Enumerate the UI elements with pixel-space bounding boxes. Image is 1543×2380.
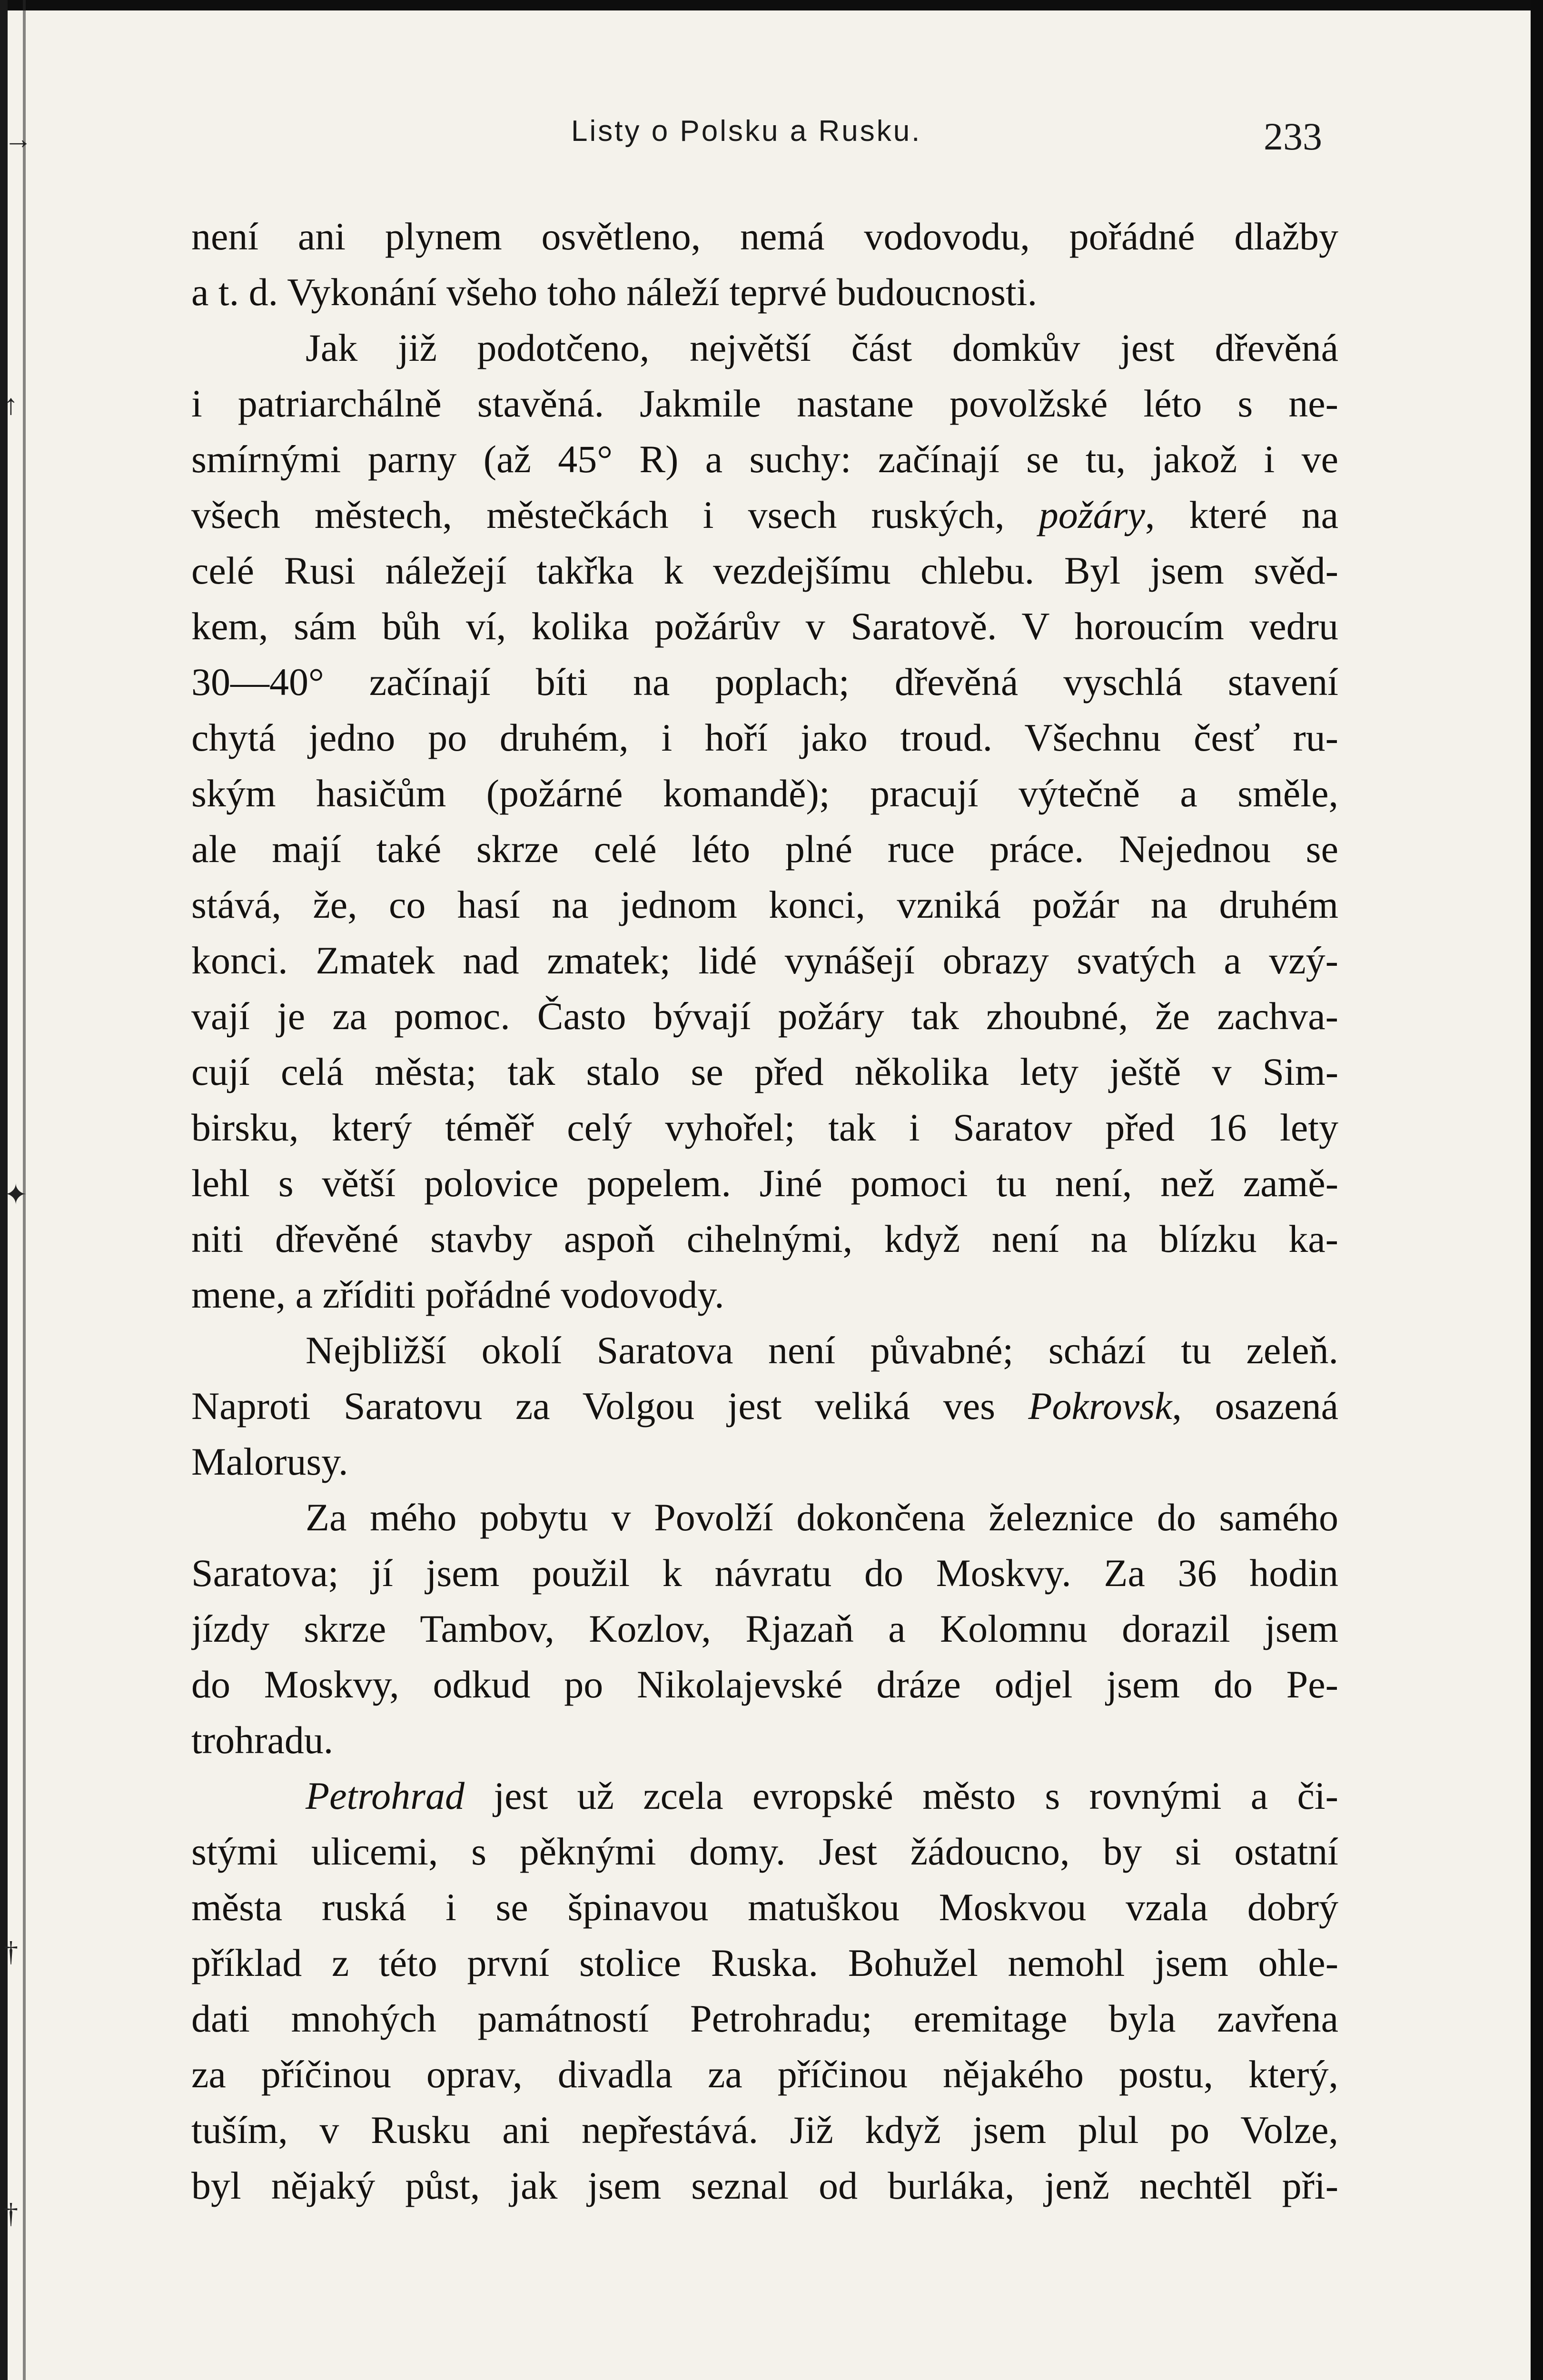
text-line: tuším, v Rusku ani nepřestává. Již když jsem plul po Volze, (191, 2108, 1338, 2152)
text-line: stými ulicemi, s pěknými domy. Jest žádoucno, by si ostatní (191, 1830, 1338, 1873)
margin-mark: ✦ (4, 1179, 28, 1210)
text-line: byl nějaký půst, jak jsem seznal od burláka, jenž nechtěl při- (191, 2164, 1338, 2207)
margin-arrow-mark: → (4, 123, 32, 155)
page-number: 233 (1264, 115, 1322, 158)
italic-term: požáry (1039, 493, 1145, 536)
text-line: niti dřevěné stavby aspoň cihelnými, když není na blízku ka- (191, 1217, 1338, 1260)
text-line: trohradu. (191, 1718, 334, 1762)
text-line: smírnými parny (až 45° R) a suchy: začínají se tu, jakož i ve (191, 437, 1338, 481)
italic-term: Petrohrad (306, 1774, 465, 1817)
margin-mark: ↑ (4, 389, 18, 420)
text-line: Saratova; jí jsem použil k návratu do Moskvy. Za 36 hodin (191, 1551, 1338, 1595)
text-line: vají je za pomoc. Často bývají požáry tak zhoubné, že zachva- (191, 994, 1338, 1038)
text-line: do Moskvy, odkud po Nikolajevské dráze odjel jsem do Pe- (191, 1663, 1338, 1706)
text-line: birsku, který téměř celý vyhořel; tak i Saratov před 16 lety (191, 1106, 1338, 1149)
text-line: Nejbližší okolí Saratova není půvabné; schází tu zeleň. (306, 1329, 1338, 1372)
text-line: stává, že, co hasí na jednom konci, vzniká požár na druhém (191, 883, 1338, 926)
text-line: příklad z této první stolice Ruska. Bohužel nemohl jsem ohle- (191, 1941, 1338, 1984)
text-line: Naproti Saratovu za Volgou jest veliká ves Pokrovsk, osazená (191, 1384, 1338, 1428)
italic-term: Pokrovsk (1028, 1384, 1172, 1428)
text-line: není ani plynem osvětleno, nemá vodovodu, pořádné dlažby (191, 215, 1338, 258)
text-line: lehl s větší polovice popelem. Jiné pomoci tu není, než zamě- (191, 1161, 1338, 1205)
text-line: města ruská i se špinavou matuškou Moskvou vzala dobrý (191, 1885, 1338, 1929)
text-line: celé Rusi náležejí takřka k vezdejšímu chlebu. Byl jsem svěd- (191, 549, 1338, 592)
scan-edge-top (0, 0, 1543, 10)
text-line: dati mnohých památností Petrohradu; eremitage byla zavřena (191, 1997, 1338, 2040)
margin-mark: † (4, 2198, 18, 2229)
text-line: za příčinou oprav, divadla za příčinou nějakého postu, který, (191, 2053, 1338, 2096)
running-title: Listy o Polsku a Rusku. (571, 115, 922, 148)
text-line: 30—40° začínají bíti na poplach; dřevěná vyschlá stavení (191, 660, 1338, 704)
text-line: kem, sám bůh ví, kolika požárův v Saratově. V horoucím vedru (191, 605, 1338, 648)
text-line: chytá jedno po druhém, i hoří jako troud. Všechnu česť ru- (191, 716, 1338, 759)
text-line: mene, a zříditi pořádné vodovody. (191, 1273, 724, 1316)
text-line: cují celá města; tak stalo se před několika lety ještě v Sim- (191, 1050, 1338, 1093)
text-line: ským hasičům (požárné komandě); pracují výtečně a směle, (191, 772, 1338, 815)
text-line: všech městech, městečkách i vsech ruských, požáry, které na (191, 493, 1338, 536)
body-text (191, 208, 1338, 2213)
text-line: i patriarchálně stavěná. Jakmile nastane povolžské léto s ne- (191, 382, 1338, 425)
margin-mark: † (4, 1936, 18, 1967)
text-line: Malorusy. (191, 1440, 348, 1483)
text-line: jízdy skrze Tambov, Kozlov, Rjazaň a Kolomnu dorazil jsem (191, 1607, 1338, 1650)
text-line: konci. Zmatek nad zmatek; lidé vynášejí obrazy svatých a vzý- (191, 939, 1338, 982)
text-line: Za mého pobytu v Povolží dokončena železnice do samého (306, 1496, 1338, 1539)
text-line: a t. d. Vykonání všeho toho náleží teprvé budoucnosti. (191, 270, 1038, 314)
text-line: Petrohrad jest už zcela evropské město s rovnými a či- (306, 1774, 1338, 1817)
text-line: ale mají také skrze celé léto plné ruce práce. Nejednou se (191, 827, 1338, 871)
scan-edge-right (1531, 0, 1543, 2380)
text-line: Jak již podotčeno, největší část domkův jest dřevěná (306, 326, 1338, 369)
